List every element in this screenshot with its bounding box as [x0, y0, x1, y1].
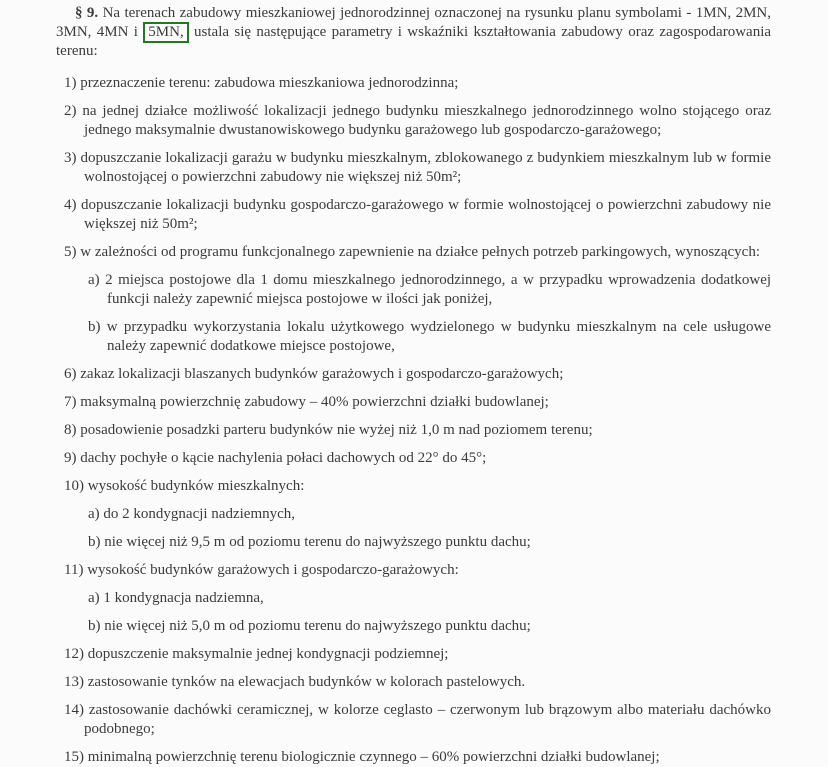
item-number: 14) [64, 702, 84, 718]
section-intro-paragraph [56, 4, 771, 61]
item-number: 11) [64, 562, 84, 578]
subitem-letter: b) [88, 319, 101, 335]
item-number: 2) [64, 103, 77, 119]
subitem-text: do 2 kondygnacji nadziemnych, [103, 506, 296, 522]
list-item [56, 449, 771, 468]
list-item [56, 421, 771, 440]
item-number: 4) [64, 197, 77, 213]
subitem-text: 2 miejsca postojowe dla 1 domu mieszkalnego jednorodzinnego, a w przypadku wprowadzenia dodatkowej funkcji należy zapewnić miejsca postojowe w ilości jak poniżej, [105, 272, 772, 307]
list-item [56, 102, 771, 140]
subitem-text: nie więcej niż 5,0 m od poziomu terenu do najwyższego punktu dachu; [104, 618, 531, 634]
item-text: zastosowanie dachówki ceramicznej, w kolorze ceglasto – czerwonym lub brązowym albo materiału dachówko podobnego; [84, 702, 772, 737]
item-number: 6) [64, 366, 77, 382]
item-text: dopuszczanie lokalizacji garażu w budynku mieszkalnym, zblokowanego z budynkiem mieszkalnym lub w formie wolnostojącej o powierzchni zabudowy nie większej niż 50m²; [80, 150, 771, 185]
item-text: wysokość budynków garażowych i gospodarczo-garażowych: [87, 562, 459, 578]
list-item [56, 243, 771, 262]
item-text: w zależności od programu funkcjonalnego zapewnienie na działce pełnych potrzeb parkingowych, wynoszących: [80, 244, 760, 260]
list-item [56, 645, 771, 664]
item-text: przeznaczenie terenu: zabudowa mieszkaniowa jednorodzinna; [80, 75, 459, 91]
item-number: 13) [64, 674, 84, 690]
subitem-text: w przypadku wykorzystania lokalu użytkowego wydzielonego w budynku mieszkalnym na cele usługowe należy zapewnić dodatkowe miejsce postojowe, [106, 319, 772, 354]
list-item [56, 561, 771, 580]
subitem-letter: b) [88, 618, 101, 634]
list-subitem [56, 271, 771, 309]
item-number: 8) [64, 422, 77, 438]
item-number: 3) [64, 150, 77, 166]
highlight-box-5mn: 5MN, [143, 22, 188, 43]
item-text: maksymalną powierzchnię zabudowy – 40% powierzchni działki budowlanej; [80, 394, 549, 410]
item-text: na jednej działce możliwość lokalizacji jednego budynku mieszkalnego jednorodzinnego wolno stojącego oraz jednego maksymalnie dwustanowiskowego budynku garażowego lub gospodarczo-garażowego; [82, 103, 772, 138]
list-item [56, 196, 771, 234]
subitem-text: nie więcej niż 9,5 m od poziomu terenu do najwyższego punktu dachu; [104, 534, 531, 550]
intro-text-before: Na terenach zabudowy mieszkaniowej jednorodzinnej oznaczonej na rysunku planu symbolami - 1MN, 2MN, 3MN, 4MN i [56, 5, 772, 40]
subitem-text: 1 kondygnacja nadziemna, [103, 590, 264, 606]
item-number: 9) [64, 450, 77, 466]
item-number: 5) [64, 244, 77, 260]
item-text: posadowienie posadzki parteru budynków nie wyżej niż 1,0 m nad poziomem terenu; [80, 422, 593, 438]
subitem-letter: a) [88, 590, 100, 606]
item-text: dachy pochyłe o kącie nachylenia połaci dachowych od 22° do 45°; [80, 450, 487, 466]
list-item [56, 701, 771, 739]
provisions-list [56, 74, 771, 767]
item-text: zakaz lokalizacji blaszanych budynków garażowych i gospodarczo-garażowych; [80, 366, 564, 382]
item-number: 7) [64, 394, 77, 410]
item-number: 12) [64, 646, 84, 662]
list-item [56, 748, 771, 767]
item-text: zastosowanie tynków na elewacjach budynków w kolorach pastelowych. [87, 674, 526, 690]
item-number: 1) [64, 75, 77, 91]
list-subitem [56, 318, 771, 356]
subitem-letter: a) [88, 272, 100, 288]
item-text: wysokość budynków mieszkalnych: [87, 478, 305, 494]
list-item [56, 393, 771, 412]
section-number: § 9. [75, 5, 99, 21]
item-text: minimalną powierzchnię terenu biologicznie czynnego – 60% powierzchni działki budowlanej; [87, 749, 660, 765]
item-text: dopuszczanie lokalizacji budynku gospodarczo-garażowego w formie wolnostojącej o powierzchni zabudowy nie większej niż 50m²; [81, 197, 772, 232]
list-subitem [56, 505, 771, 524]
intro-text-after: ustala się następujące parametry i wskaźniki kształtowania zabudowy oraz zagospodarowania terenu: [56, 24, 772, 59]
item-text: dopuszczenie maksymalnie jednej kondygnacji podziemnej; [87, 646, 449, 662]
item-number: 10) [64, 478, 84, 494]
list-subitem [56, 589, 771, 608]
list-subitem [56, 533, 771, 552]
subitem-letter: b) [88, 534, 101, 550]
list-item [56, 149, 771, 187]
list-item [56, 365, 771, 384]
list-item [56, 673, 771, 692]
subitem-letter: a) [88, 506, 100, 522]
list-item [56, 477, 771, 496]
list-item [56, 74, 771, 93]
list-subitem [56, 617, 771, 636]
item-number: 15) [64, 749, 84, 765]
